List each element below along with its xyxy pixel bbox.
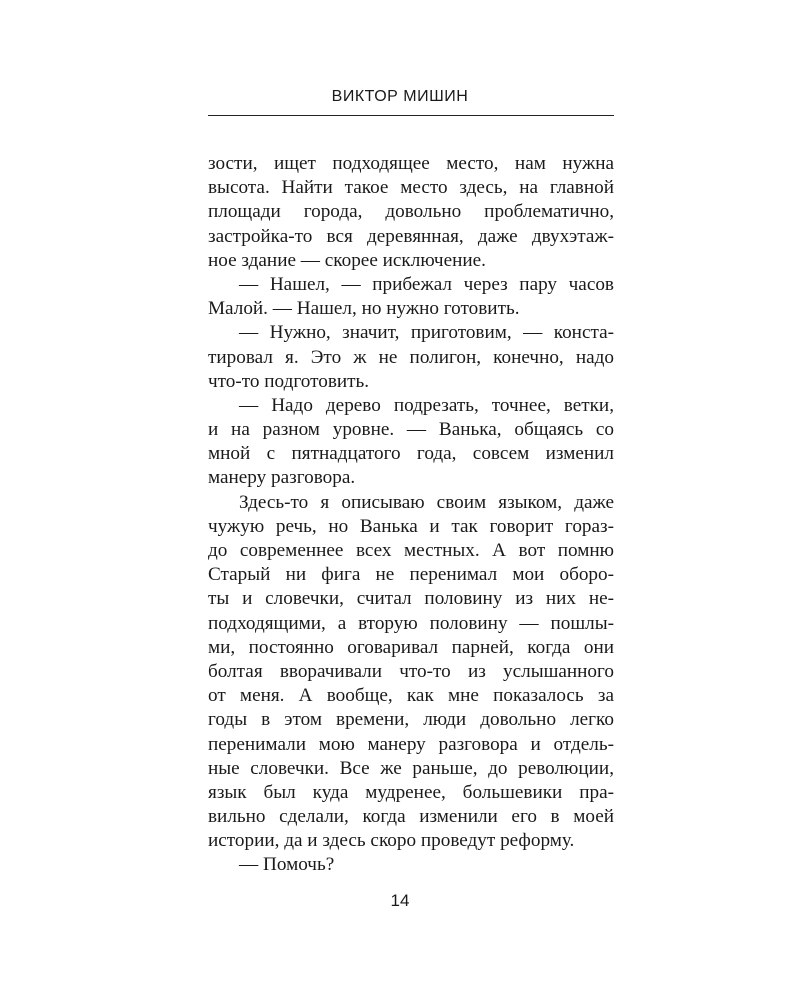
text-line: тировал я. Это ж не полигон, конечно, надо <box>208 346 614 368</box>
header-rule <box>208 115 614 116</box>
text-line: и на разном уровне. — Ванька, общаясь со <box>208 419 614 441</box>
text-line: что-то подготовить. <box>208 370 370 392</box>
text-line: перенимали мою манеру разговора и отдель- <box>208 733 614 755</box>
text-line: вильно сделали, когда изменили его в моей <box>208 806 614 828</box>
text-line: высота. Найти такое место здесь, на главной <box>208 177 614 199</box>
text-line: — Нужно, значит, приготовим, — конста- <box>239 322 614 344</box>
text-line: годы в этом времени, люди довольно легко <box>208 709 614 731</box>
text-line: Здесь-то я описываю своим языком, даже <box>239 491 614 513</box>
text-line: Малой. — Нашел, но нужно готовить. <box>208 298 520 320</box>
text-line: застройка-то вся деревянная, даже двухэтаж- <box>208 225 614 247</box>
text-line: зости, ищет подходящее место, нам нужна <box>208 153 614 174</box>
text-line: до современнее всех местных. А вот помню <box>208 540 614 561</box>
text-line: подходящими, а вторую половину — пошлы- <box>208 612 614 634</box>
text-line: язык был куда мудренее, большевики пра- <box>208 781 614 803</box>
text-line: болтая вворачивали что-то из услышанного <box>208 660 614 682</box>
text-line: Старый ни фига не перенимал мои оборо- <box>208 564 614 586</box>
page-number: 14 <box>390 891 410 910</box>
text-line: ми, постоянно оговаривал парней, когда они <box>208 636 614 658</box>
text-line: ные словечки. Все же раньше, до революции, <box>208 757 614 779</box>
text-line: мной с пятнадцатого года, совсем изменил <box>208 443 614 465</box>
text-line: — Надо дерево подрезать, точнее, ветки, <box>239 394 614 416</box>
text-line: манеру разговора. <box>208 467 356 489</box>
text-line: от меня. А вообще, как мне показалось за <box>208 685 614 707</box>
running-head: ВИКТОР МИШИН <box>331 88 469 105</box>
text-line: чужую речь, но Ванька и так говорит гораз- <box>208 515 614 537</box>
text-line: ты и словечки, считал половину из них не- <box>208 588 614 610</box>
text-line: истории, да и здесь скоро проведут реформу. <box>208 830 575 852</box>
text-line: ное здание — скорее исключение. <box>208 249 486 271</box>
text-line: — Нашел, — прибежал через пару часов <box>239 273 614 295</box>
body-text <box>208 152 614 878</box>
text-line: — Помочь? <box>239 854 335 876</box>
text-line: площади города, довольно проблематично, <box>208 201 614 223</box>
